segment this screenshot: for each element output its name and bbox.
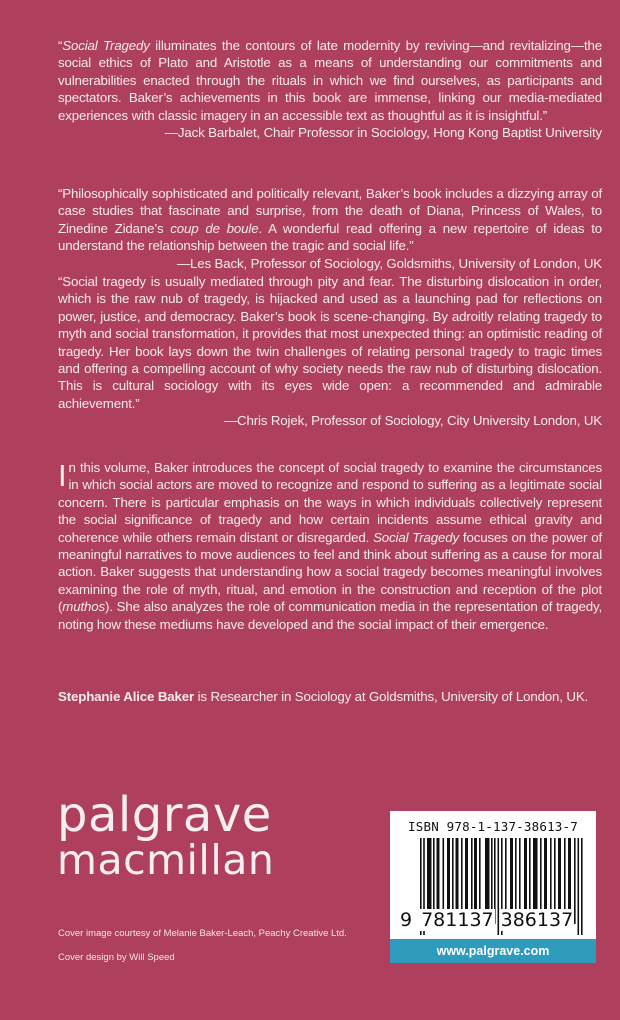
isbn-barcode <box>390 811 596 963</box>
publisher-logo <box>57 787 275 884</box>
book-title-italic: Social Tragedy <box>62 38 150 53</box>
description-text: ). She also analyzes the role of communication media in the representation of tragedy, noting how these mediums have developed and the social impact of their emergence. <box>58 599 602 632</box>
author-name: Stephanie Alice Baker <box>58 689 195 704</box>
cover-image-credit: Cover image courtesy of Melanie Baker-Leach, Peachy Creative Ltd. <box>58 928 347 939</box>
description-paragraph <box>58 459 602 633</box>
open-quote: “ <box>58 38 63 53</box>
endorsement-quote <box>58 37 602 124</box>
book-description <box>58 459 602 633</box>
endorsement-attribution: —Les Back, Professor of Sociology, Goldsmiths, University of London, UK <box>176 255 602 271</box>
description-text: focuses on the power of meaningful narratives to move audiences to feel and think about suffering as a cause for moral action. Baker suggests that understanding how a social tragedy becomes meaningful involves examining the role of myth, ritual, and emotion in the construction and reception of the plot ( <box>58 529 602 615</box>
barcode-digits-right: 386137 <box>500 909 574 931</box>
author-bio <box>58 688 602 705</box>
bio-paragraph <box>58 688 602 705</box>
quote-text: . A wonderful read offering a new repertoire of ideas to understand the relationship between the tragic and social life.” <box>58 220 602 254</box>
endorsement-attribution: —Chris Rojek, Professor of Sociology, City University London, UK <box>223 413 602 429</box>
endorsement-back <box>58 185 602 272</box>
quote-italic: coup de boule <box>170 220 259 236</box>
term-italic: muthos <box>62 599 105 615</box>
endorsement-quote <box>58 185 602 255</box>
drop-cap: I <box>58 458 67 493</box>
endorsement-attribution: —Jack Barbalet, Chair Professor in Sociology, Hong Kong Baptist University <box>164 125 602 141</box>
description-text: n this volume, Baker introduces the concept of social tragedy to examine the circumstances in which social actors are moved to recognize and respond to suffering as a legitimate social concern. There is particular emphasis on the ways in which individuals collectively represent the social significance of tragedy and how certain incidents assume ethical gravity and coherence while others remain distant or disregarded. <box>58 460 602 545</box>
barcode-digits-left: 781137 <box>421 909 494 931</box>
endorsement-quote: “Social tragedy is usually mediated through pity and fear. The disturbing dislocation in order, which is the raw nub of tragedy, is hijacked and used as a launching pad for reflections on power, justice, and democracy. Baker’s book is scene-changing. By adroitly relating tragedy to myth and social transformation, it provides that most unexpected thing: an optimistic reading of tragedy. Her book lays down the twin challenges of relating personal tragedy to tragic times and offering a compelling account of why society needs the raw nub of disturbing dislocation. This is cultural sociology with its eyes wide open: a recommended and admirable achievement.” <box>58 274 602 411</box>
quote-text: illuminates the contours of late modernity by reviving—and revitalizing—the social ethics of Plato and Aristotle as a means of understanding our commitments and vulnerabilities enacted through the rituals in which we find ourselves, as participants and spectators. Baker’s achievements in this book are immense, linking our media-mediated experiences with classic imagery in an accessible text as thoughtful as it is insightful.” <box>58 38 602 123</box>
quote-text: “Philosophically sophisticated and politically relevant, Baker’s book includes a dizzying array of case studies that fascinate and surprise, from the death of Diana, Princess of Wales, to Zinedine Zidane’s <box>58 186 602 236</box>
barcode-digits <box>400 909 574 931</box>
logo-line-palgrave: palgrave <box>57 787 272 843</box>
isbn-label: ISBN 978-1-137-38613-7 <box>408 819 578 834</box>
logo-line-macmillan: macmillan <box>57 836 275 884</box>
endorsement-rojek <box>58 273 602 430</box>
cover-design-credit: Cover design by Will Speed <box>58 952 175 963</box>
barcode-digit-first: 9 <box>400 909 413 931</box>
publisher-url: www.palgrave.com <box>390 939 596 963</box>
bio-text: is Researcher in Sociology at Goldsmiths, University of London, UK. <box>194 689 589 704</box>
book-title-italic: Social Tragedy <box>373 529 460 545</box>
endorsement-barbalet <box>58 37 602 141</box>
